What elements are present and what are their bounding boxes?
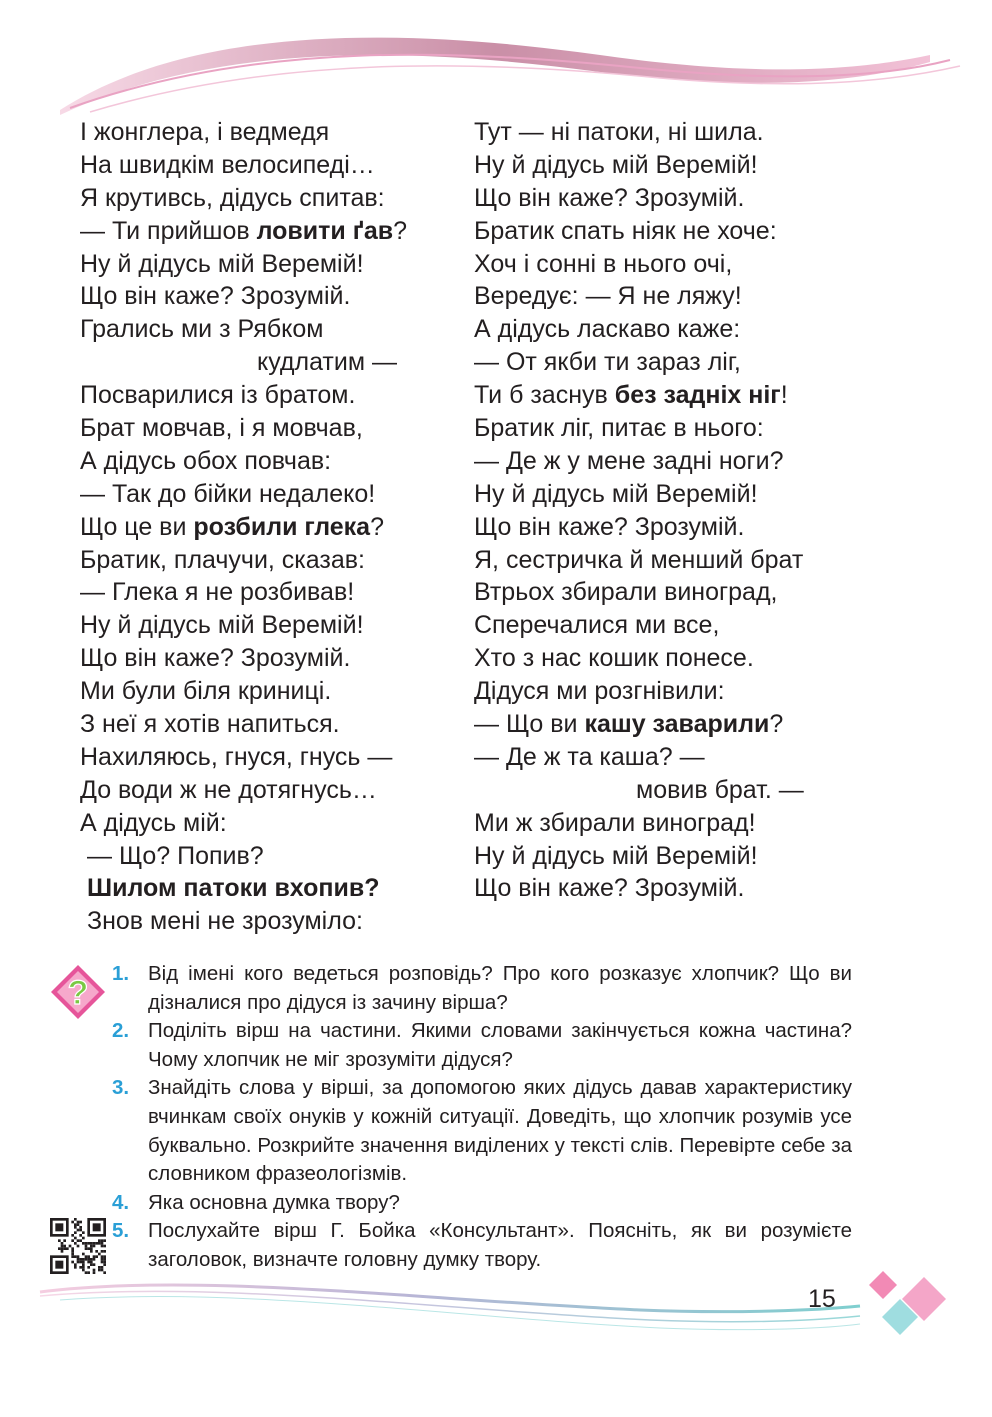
diamond-decoration-icon (862, 1265, 962, 1345)
poem-line: Грались ми з Рябком (80, 315, 324, 344)
question-mark-symbol: ? (67, 974, 89, 1012)
poem-line (80, 215, 460, 248)
poem-line: Знов мені не зрозуміло: (87, 907, 363, 936)
poem-text: — Що ви (474, 710, 585, 739)
poem-text: — Ти прийшов (80, 216, 257, 245)
poem-line: Нахиляюсь, гнуся, гнусь — (80, 742, 393, 771)
poem-line: А дідусь мій: (80, 808, 227, 837)
poem-line: Хоч і сонні в нього очі, (474, 249, 733, 278)
poem-line: Братик, плачучи, сказав: (80, 545, 365, 574)
poem-line (80, 511, 460, 544)
poem-line: І жонглера, і ведмедя (80, 118, 330, 146)
question-number: 5. (112, 1219, 130, 1243)
poem-line: Сперечалися ми все, (474, 611, 720, 640)
qr-code-icon[interactable] (50, 1218, 106, 1274)
poem-line: Дідуся ми розгнівили: (474, 677, 725, 706)
poem-line: — От якби ти зараз ліг, (474, 348, 741, 377)
poem-line: Ну й дідусь мій Веремій! (474, 479, 758, 508)
question-number: 4. (112, 1190, 130, 1214)
poem-line: Ну й дідусь мій Веремій! (80, 611, 364, 640)
question-number: 3. (112, 1076, 130, 1100)
poem-left-column (80, 116, 460, 938)
poem-line: Братик спать ніяк не хоче: (474, 216, 777, 245)
poem-line: — Де ж у мене задні ноги? (474, 446, 784, 475)
question-badge-icon (48, 962, 108, 1022)
poem-line: Вередує: — Я не ляжу! (474, 282, 742, 311)
poem-line: Тут — ні патоки, ні шила. (474, 118, 764, 146)
highlighted-idiom: розбили глека (193, 512, 371, 541)
poem-line: З неї я хотів напиться. (80, 710, 340, 739)
poem-line: А дідусь обох повчав: (80, 446, 332, 475)
page-number: 15 (808, 1285, 836, 1313)
poem-line: Що він каже? Зрозумій. (474, 874, 745, 903)
poem-line (474, 379, 874, 412)
poem-line: На швидкім велосипеді… (80, 150, 375, 179)
poem-text: ! (780, 381, 788, 410)
poem-line: — Що? Попив? (87, 841, 264, 870)
question-number: 1. (112, 962, 130, 985)
poem-text: Що це ви (80, 512, 194, 541)
top-decorative-wave (0, 0, 992, 130)
bottom-decorative-wave (0, 1270, 992, 1350)
poem-line: Ну й дідусь мій Веремій! (474, 150, 758, 179)
poem-line: Що він каже? Зрозумій. (474, 183, 745, 212)
poem-line: — Так до бійки недалеко! (80, 479, 376, 508)
poem-line: Я крутивсь, дідусь спитав: (80, 183, 385, 212)
poem-line: Брат мовчав, і я мовчав, (80, 414, 363, 443)
poem-line: Ми ж збирали виноград! (474, 808, 756, 837)
poem-right-column (474, 116, 874, 905)
poem-line: Братик ліг, питає в нього: (474, 414, 764, 443)
highlighted-idiom: кашу заварили (584, 710, 770, 739)
question-text: Знайдіть слова у вірші, за допомогою яких дідусь давав характеристику вчинкам своїх онуків у кожній ситуації. Доведіть, що хлопчик розумів усе буквально. Розкрийте значення виділених у тексті слів. Перевірте себе за словником фразеологізмів. (148, 1076, 852, 1186)
question-text: Послухайте вірш Г. Бойка «Консультант». Поясніть, як ви розумієте заголовок, визначте головну думку твору. (148, 1219, 852, 1271)
question-number: 2. (112, 1019, 130, 1043)
poem-text: ? (769, 710, 784, 739)
question-item (112, 1074, 852, 1188)
poem-line: Що він каже? Зрозумій. (80, 282, 351, 311)
poem-text: ? (393, 216, 408, 245)
question-item (112, 1017, 852, 1074)
poem-line: Хто з нас кошик понесе. (474, 644, 754, 673)
poem-line: Я, сестричка й менший брат (474, 545, 804, 574)
poem-line (474, 708, 874, 741)
highlighted-idiom: ловити ґав (256, 216, 394, 245)
question-item (112, 1217, 852, 1274)
poem-line: мовив брат. — (636, 775, 804, 804)
poem-text: ? (370, 512, 384, 541)
poem-line: Що він каже? Зрозумій. (80, 644, 351, 673)
question-text: Яка основна думка твору? (148, 1190, 400, 1214)
poem-line: Що він каже? Зрозумій. (474, 512, 745, 541)
poem-line: — Глека я не розбивав! (80, 578, 355, 607)
questions-list (112, 960, 852, 1275)
poem-line: Ну й дідусь мій Веремій! (474, 841, 758, 870)
poem-line: А дідусь ласкаво каже: (474, 315, 741, 344)
question-item (112, 960, 852, 1017)
question-text: Поділіть вірш на частини. Якими словами закінчується кожна частина? Чому хлопчик не міг зрозуміти дідуся? (148, 1019, 852, 1071)
highlighted-idiom: Шилом патоки вхопив? (87, 874, 380, 903)
poem-line: Втрьох збирали виноград, (474, 578, 778, 607)
poem-line: — Де ж та каша? — (474, 742, 705, 771)
poem-line: Ми були біля криниці. (80, 677, 332, 706)
poem-line: кудлатим — (257, 348, 397, 377)
question-text: Від імені кого ведеться розповідь? Про кого розказує хлопчик? Що ви дізналися про дідуся із зачину вірша? (148, 962, 852, 1014)
poem-line: Посварилися із братом. (80, 381, 356, 410)
poem-line: До води ж не дотягнусь… (80, 775, 377, 804)
poem-text: Ти б заснув (474, 381, 615, 410)
highlighted-idiom: без задніх ніг (614, 381, 781, 410)
poem-line (80, 872, 460, 905)
question-item (112, 1189, 852, 1218)
poem-line: Ну й дідусь мій Веремій! (80, 249, 364, 278)
